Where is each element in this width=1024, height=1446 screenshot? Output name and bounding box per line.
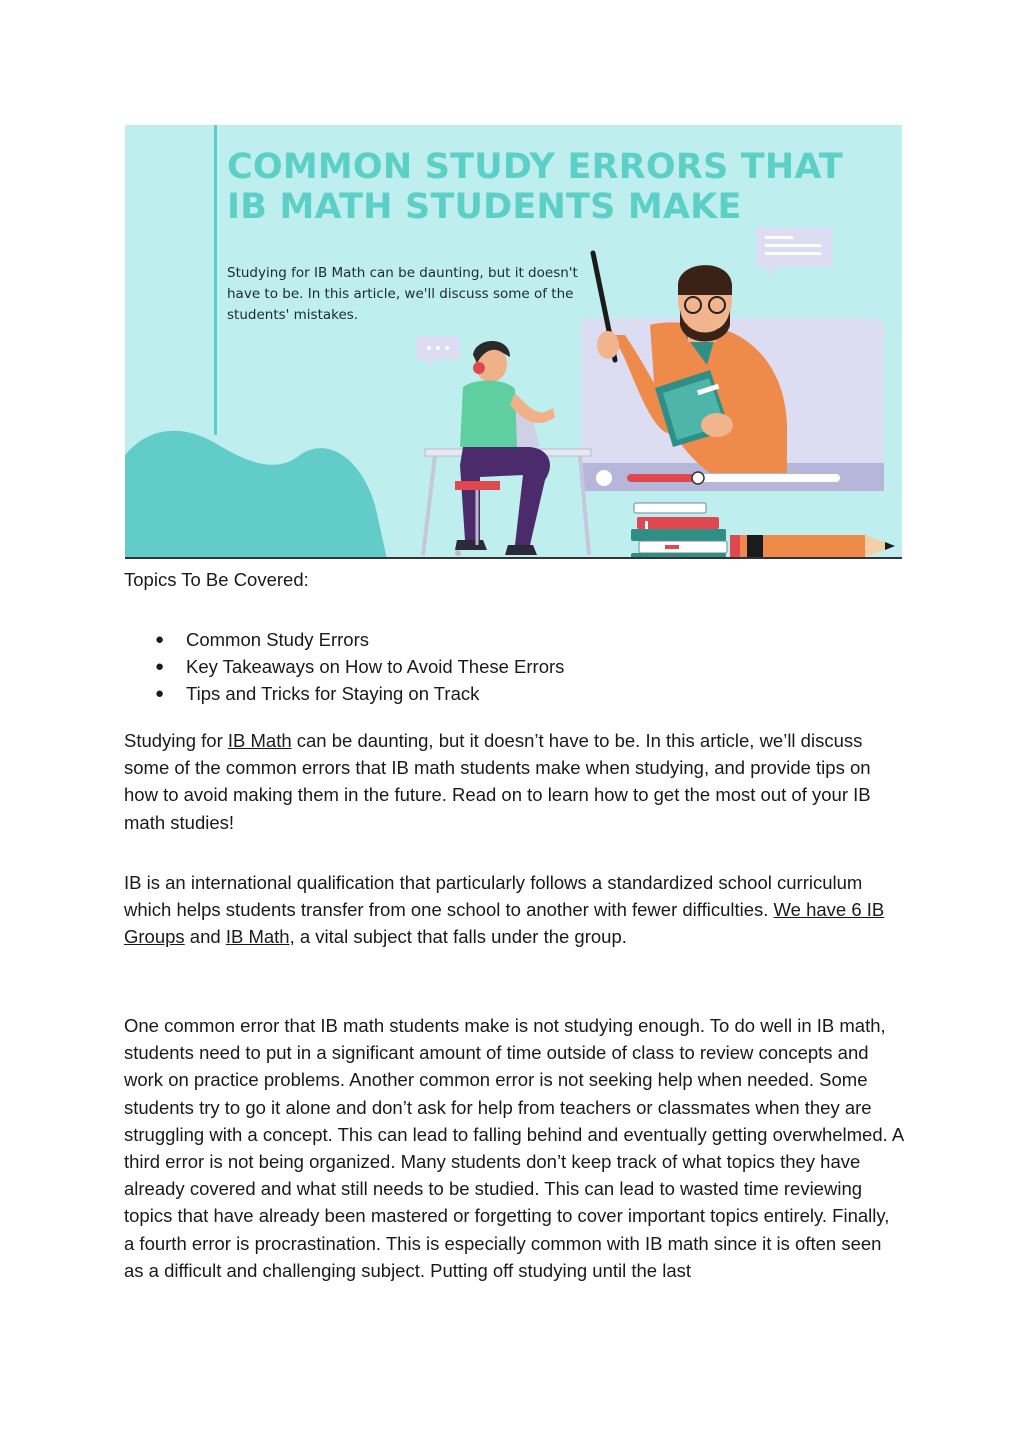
ib-overview-paragraph [124, 869, 904, 951]
ib-math-link[interactable]: IB Math [227, 730, 292, 751]
paragraph-text: and [184, 926, 226, 948]
video-progress-knob [692, 472, 704, 484]
banner-title-line-2: IB MATH STUDENTS MAKE [227, 187, 742, 227]
pencil-icon [730, 535, 895, 557]
student-illustration [455, 341, 555, 555]
topics-list [124, 626, 564, 707]
intro-paragraph [124, 727, 904, 836]
video-progress-fill [627, 474, 698, 482]
bullet-icon: ● [155, 685, 165, 702]
paragraph-text: Studying for [124, 730, 228, 751]
banner-title-line-1: COMMON STUDY ERRORS THAT [227, 147, 843, 187]
teal-hill-shape [125, 431, 387, 559]
chat-bubble-icon [756, 228, 832, 267]
topics-heading: Topics To Be Covered: [124, 569, 309, 590]
books-stack-icon [631, 503, 727, 559]
chair [455, 481, 500, 490]
play-dot-icon [596, 470, 612, 486]
list-item-label: Key Takeaways on How to Avoid These Errors [186, 656, 565, 677]
list-item [124, 626, 564, 653]
bullet-icon: ● [155, 658, 165, 675]
banner-divider-line [214, 125, 217, 435]
ib-math-link-2[interactable]: IB Math [225, 926, 290, 948]
paragraph-text: can be daunting, but it doesn’t have to be. In this article, we’ll discuss some of the common errors that IB math students make when studying, and provide tips on how to avoid making them in the future. Read on to learn how to get the most out of your IB math studies! [124, 730, 871, 833]
banner-title [227, 147, 867, 227]
list-item [124, 680, 564, 707]
banner-subtitle: Studying for IB Math can be daunting, but it doesn't have to be. In this article, we'll discuss some of the students' mistakes. [227, 265, 578, 323]
list-item [124, 653, 564, 680]
hero-banner-image [125, 125, 902, 559]
list-item-label: Common Study Errors [186, 629, 369, 650]
list-item-label: Tips and Tricks for Staying on Track [186, 683, 480, 704]
paragraph-text: IB is an international qualification that particularly follows a standardized school curriculum which helps students transfer from one school to another with fewer difficulties. [124, 872, 863, 921]
ib-groups-link[interactable]: We have 6 IB Groups [124, 899, 885, 948]
common-errors-paragraph: One common error that IB math students make is not studying enough. To do well in IB math, students need to put in a significant amount of time outside of class to review concepts and work on practice problems. Another common error is not seeking help when needed. Some students try to go it alone and don’t ask for help from teachers or classmates when they are struggling with a concept. This can lead to falling behind and eventually getting overwhelmed. A third error is not being organized. Many students don’t keep track of what topics they have already covered and what still needs to be studied. This can lead to wasted time reviewing topics that have already been mastered or forgetting to cover important topics entirely. Finally, a fourth error is procrastination. This is especially common with IB math since it is often seen as a difficult and challenging subject. Putting off studying until the last [124, 1015, 904, 1281]
paragraph-text: , a vital subject that falls under the group. [289, 926, 627, 948]
bullet-icon: ● [155, 631, 165, 648]
